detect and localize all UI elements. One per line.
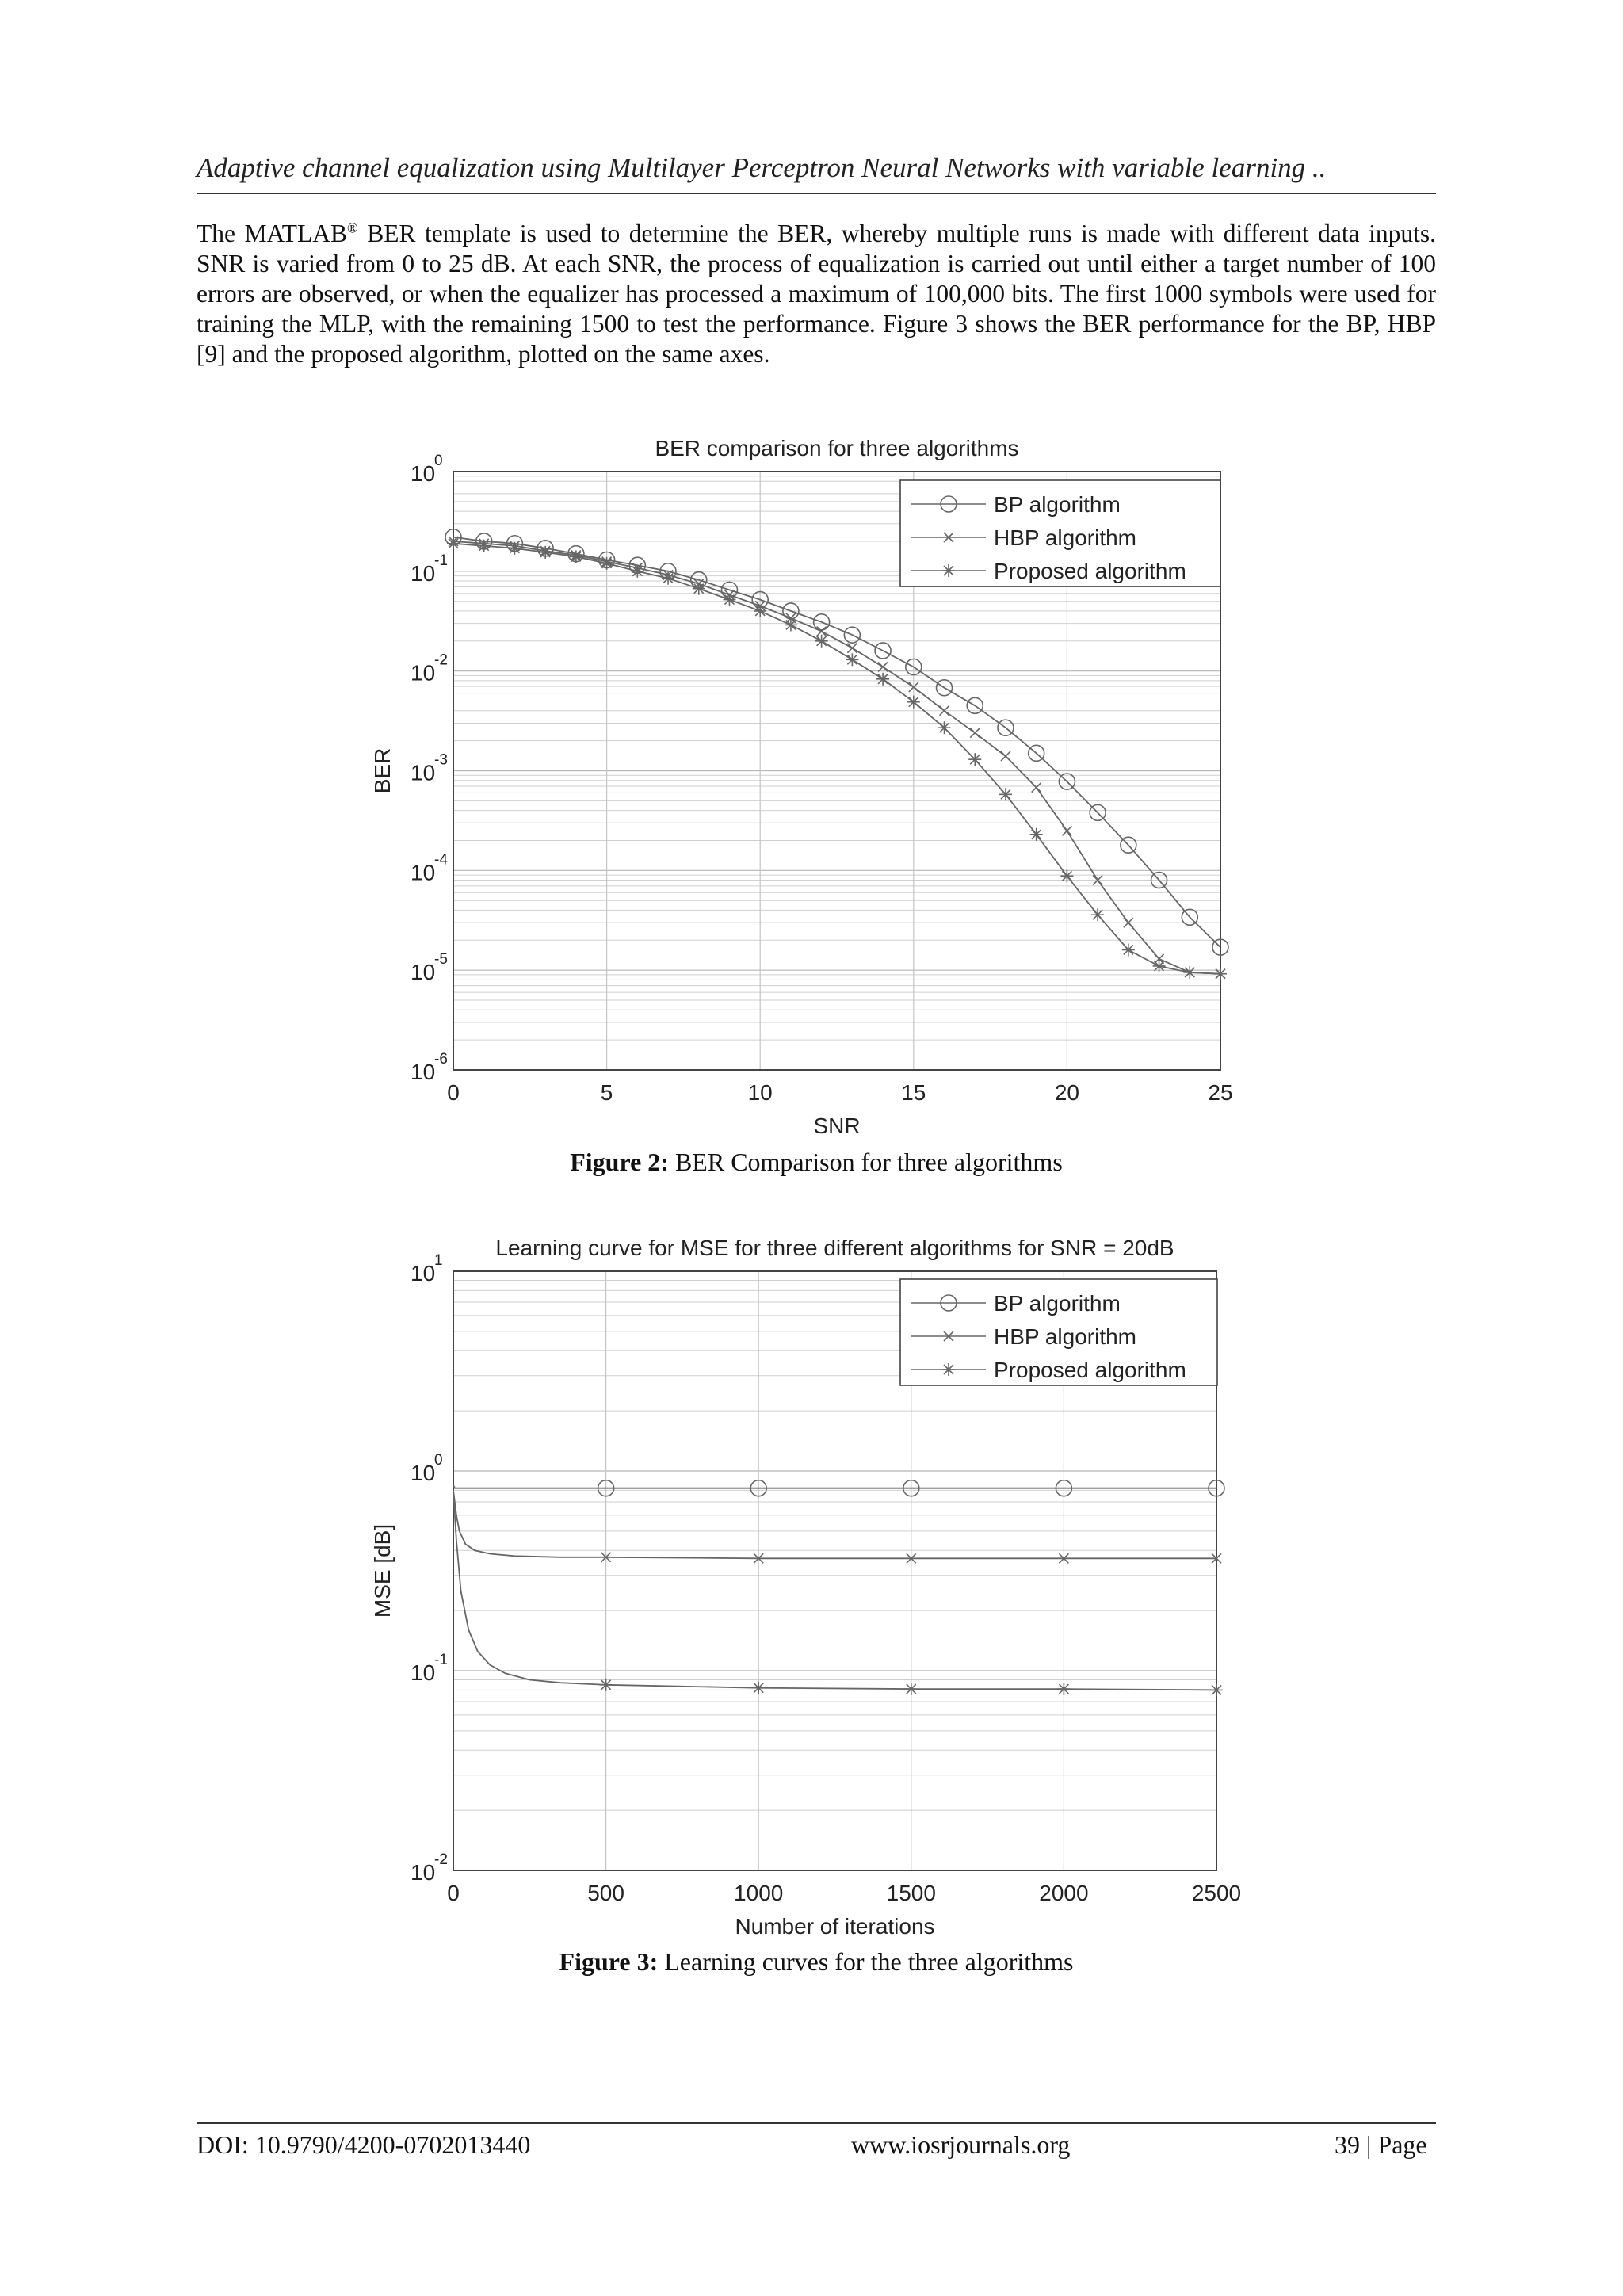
para-start: The MATLAB — [197, 220, 347, 247]
x-tick-label: 1500 — [886, 1881, 936, 1905]
legend-label: BP algorithm — [994, 1291, 1121, 1316]
y-tick-exponent: -3 — [434, 751, 448, 769]
x-tick-label: 15 — [901, 1080, 926, 1105]
figure-2-text: BER Comparison for three algorithms — [668, 1148, 1063, 1176]
y-tick-base: 10 — [411, 461, 436, 486]
y-tick-exponent: -5 — [434, 951, 448, 968]
figure-2-label: Figure 2: — [570, 1148, 669, 1176]
data-point — [1210, 1683, 1223, 1696]
data-point — [905, 1683, 918, 1695]
x-tick-label: 1000 — [734, 1881, 784, 1905]
x-tick-label: 10 — [747, 1080, 773, 1105]
y-tick-exponent: -1 — [434, 552, 448, 569]
chart-title: BER comparison for three algorithms — [655, 436, 1019, 460]
x-tick-label: 0 — [447, 1881, 460, 1905]
figure-3-label: Figure 3: — [559, 1947, 659, 1976]
figure-3-caption — [197, 1947, 1436, 1977]
footer-page-number: 39 | Page — [1335, 2130, 1427, 2159]
y-tick-exponent: -1 — [434, 1652, 448, 1668]
legend-marker — [942, 1363, 955, 1376]
x-tick-label: 0 — [447, 1080, 460, 1105]
y-tick-exponent: -2 — [434, 1851, 448, 1868]
x-tick-label: 20 — [1054, 1080, 1079, 1105]
y-tick-base: 10 — [411, 1261, 436, 1286]
y-tick-base: 10 — [411, 1461, 436, 1485]
x-tick-label: 25 — [1208, 1080, 1233, 1105]
x-tick-label: 500 — [587, 1881, 624, 1905]
chart-title: Learning curve for MSE for three different algorithms for SNR = 20dB — [495, 1236, 1174, 1260]
data-point — [752, 1682, 765, 1694]
x-tick-label: 2000 — [1039, 1881, 1089, 1905]
footer-doi: DOI: 10.9790/4200-0702013440 — [197, 2130, 531, 2159]
y-tick-exponent: 1 — [434, 1252, 443, 1269]
legend-label: Proposed algorithm — [994, 1358, 1186, 1382]
footer-rule — [197, 2122, 1436, 2124]
x-axis-label: Number of iterations — [735, 1914, 935, 1939]
legend-label: BP algorithm — [994, 492, 1121, 517]
y-tick-base: 10 — [411, 1660, 436, 1685]
y-axis-label: BER — [370, 747, 395, 794]
legend-label: HBP algorithm — [994, 525, 1137, 550]
data-point — [1057, 1683, 1070, 1695]
y-tick-base: 10 — [411, 960, 436, 985]
data-point — [600, 1679, 613, 1691]
y-tick-exponent: -6 — [434, 1051, 448, 1068]
registered-mark: ® — [347, 220, 358, 236]
x-axis-label: SNR — [813, 1114, 861, 1138]
x-tick-label: 2500 — [1191, 1881, 1242, 1905]
para-rest: BER template is used to determine the BER, whereby multiple runs is made with different data inputs. SNR is varied from 0 to 25 dB. At each SNR, the process of equalization is carried out until either a target number of 100 errors are observed, or when the equalizer has processed a maximum of 100,000 bits. The first 1000 symbols were used for training the MLP, with the remaining 1500 to test the performance. Figure 3 shows the BER performance for the BP, HBP [9] and the proposed algorithm, plotted on the same axes. — [197, 220, 1437, 368]
y-tick-base: 10 — [411, 760, 436, 785]
y-tick-exponent: -2 — [434, 651, 448, 669]
legend-label: Proposed algorithm — [994, 559, 1186, 583]
legend-label: HBP algorithm — [994, 1324, 1137, 1349]
y-tick-base: 10 — [411, 560, 436, 586]
y-tick-base: 10 — [411, 1060, 436, 1084]
y-tick-exponent: 0 — [434, 453, 443, 469]
y-tick-base: 10 — [411, 660, 436, 686]
y-tick-exponent: 0 — [434, 1452, 443, 1469]
footer-site: www.iosrjournals.org — [851, 2130, 1071, 2159]
running-header: Adaptive channel equalization using Multilayer Perceptron Neural Networks with variable learning .. — [197, 152, 1327, 183]
y-axis-label: MSE [dB] — [370, 1523, 395, 1618]
x-tick-label: 5 — [600, 1080, 613, 1105]
figure-3-text: Learning curves for the three algorithms — [658, 1947, 1074, 1976]
y-tick-base: 10 — [411, 860, 436, 885]
y-tick-base: 10 — [411, 1860, 436, 1885]
y-tick-exponent: -4 — [434, 851, 448, 869]
